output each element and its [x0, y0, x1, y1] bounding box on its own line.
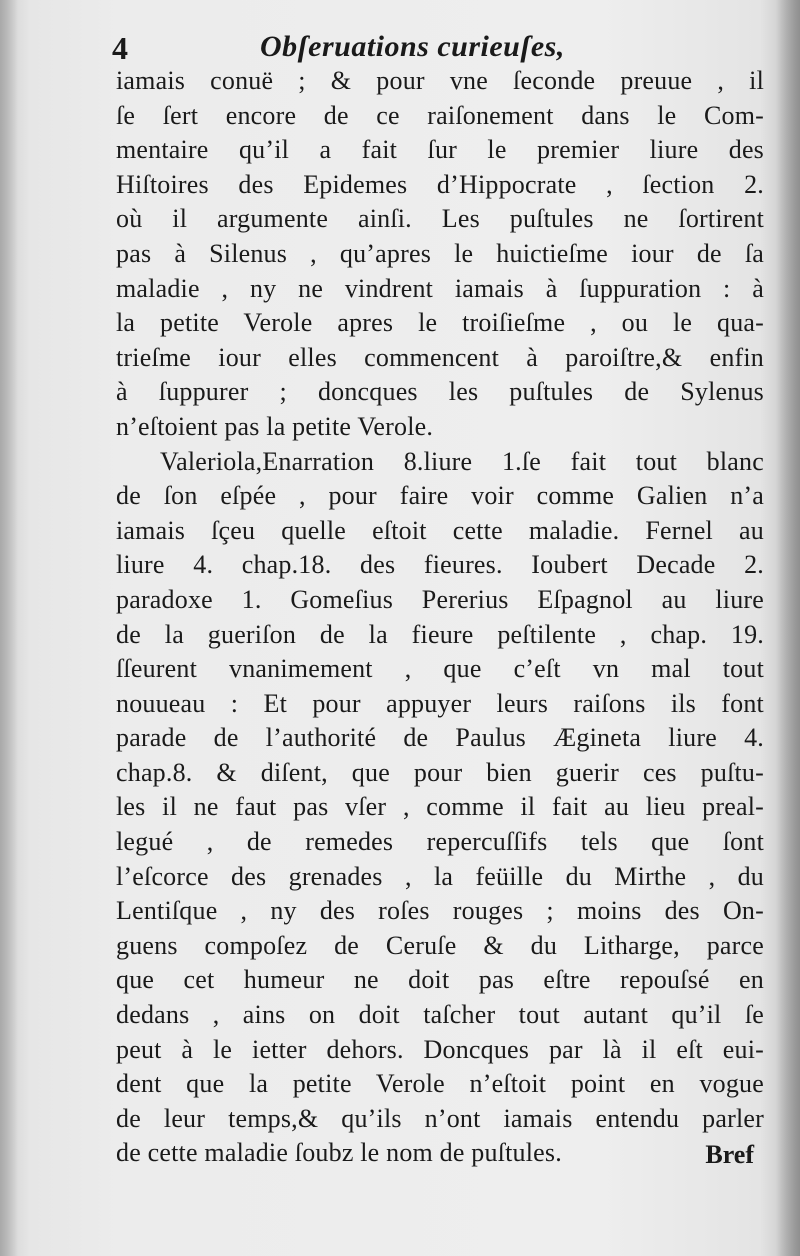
text-line: où il argumente ainſi. Les puſtules ne ſortirent: [116, 204, 764, 234]
text-line: legué , de remedes repercuſſifs tels que ſont: [116, 827, 764, 857]
text-line: l’eſcorce des grenades , la feüille du Mirthe , du: [116, 861, 764, 891]
text-line: ſe ſert encore de ce raiſonement dans le Com-: [116, 100, 764, 130]
text-line: de la gueriſon de la fieure peſtilente , chap. 19.: [116, 619, 764, 649]
text-line: de ſon eſpée , pour faire voir comme Galien n’a: [116, 481, 764, 511]
text-line: ſſeurent vnanimement , que c’eſt vn mal tout: [116, 654, 764, 684]
body-text: [116, 64, 764, 1171]
text-line: maladie , ny ne vindrent iamais à ſuppuration : à: [116, 273, 764, 303]
text-line: liure 4. chap.18. des fieures. Ioubert Decade 2.: [116, 550, 764, 580]
text-line: trieſme iour elles commencent à paroiſtre,& enfin: [116, 342, 764, 372]
catchword: Bref: [705, 1140, 754, 1169]
text-line: nouueau : Et pour appuyer leurs raiſons ils font: [116, 688, 764, 718]
page-header: [112, 22, 752, 70]
text-line: peut à le ietter dehors. Doncques par là il eſt eui-: [116, 1034, 764, 1064]
text-line: les il ne faut pas vſer , comme il fait au lieu preal-: [116, 792, 764, 822]
text-line: paradoxe 1. Gomeſius Pererius Eſpagnol au liure: [116, 584, 764, 614]
running-title: Obſeruations curieuſes,: [260, 30, 565, 63]
text-line: chap.8. & diſent, que pour bien guerir ces puſtu-: [116, 757, 764, 787]
text-line: mentaire qu’il a fait ſur le premier liure des: [116, 135, 764, 165]
text-line: parade de l’authorité de Paulus Æginetа liure 4.: [116, 723, 764, 753]
text-line: que cet humeur ne doit pas eſtre repouſsé en: [116, 965, 764, 995]
text-line: iamais ſçeu quelle eſtoit cette maladie. Fernel au: [116, 515, 764, 545]
paragraph-start-line: Valeriola,Enarration 8.liure 1.ſe fait tout blanc: [160, 446, 764, 476]
text-line: à ſuppurer ; doncques les puſtules de Sylenus: [116, 377, 764, 407]
page-edge-shadow: [776, 0, 800, 1256]
text-line: Lentiſque , ny des roſes rouges ; moins des On-: [116, 896, 764, 926]
text-line: de cette maladie ſoubz le nom de puſtules.: [116, 1138, 562, 1168]
text-line: iamais conuë ; & pour vne ſeconde preuue , il: [116, 66, 764, 95]
page-number: 4: [112, 30, 128, 66]
text-line: dent que la petite Verole n’eſtoit point en vogue: [116, 1069, 764, 1099]
text-line: la petite Verole apres le troiſieſme , ou le qua-: [116, 308, 764, 338]
text-line: dedans , ains on doit taſcher tout autant qu’il ſe: [116, 1000, 764, 1030]
text-line: pas à Silenus , qu’apres le huictieſme iour de ſa: [116, 238, 764, 268]
text-line: guens compoſez de Ceruſe & du Litharge, parce: [116, 930, 764, 960]
text-line: de leur temps,& qu’ils n’ont iamais entendu parler: [116, 1103, 764, 1133]
page-gutter-shadow: [0, 0, 18, 1256]
text-line: n’eſtoient pas la petite Verole.: [116, 411, 434, 441]
text-line: Hiſtoires des Epidemes d’Hippocrate , ſection 2.: [116, 169, 764, 199]
